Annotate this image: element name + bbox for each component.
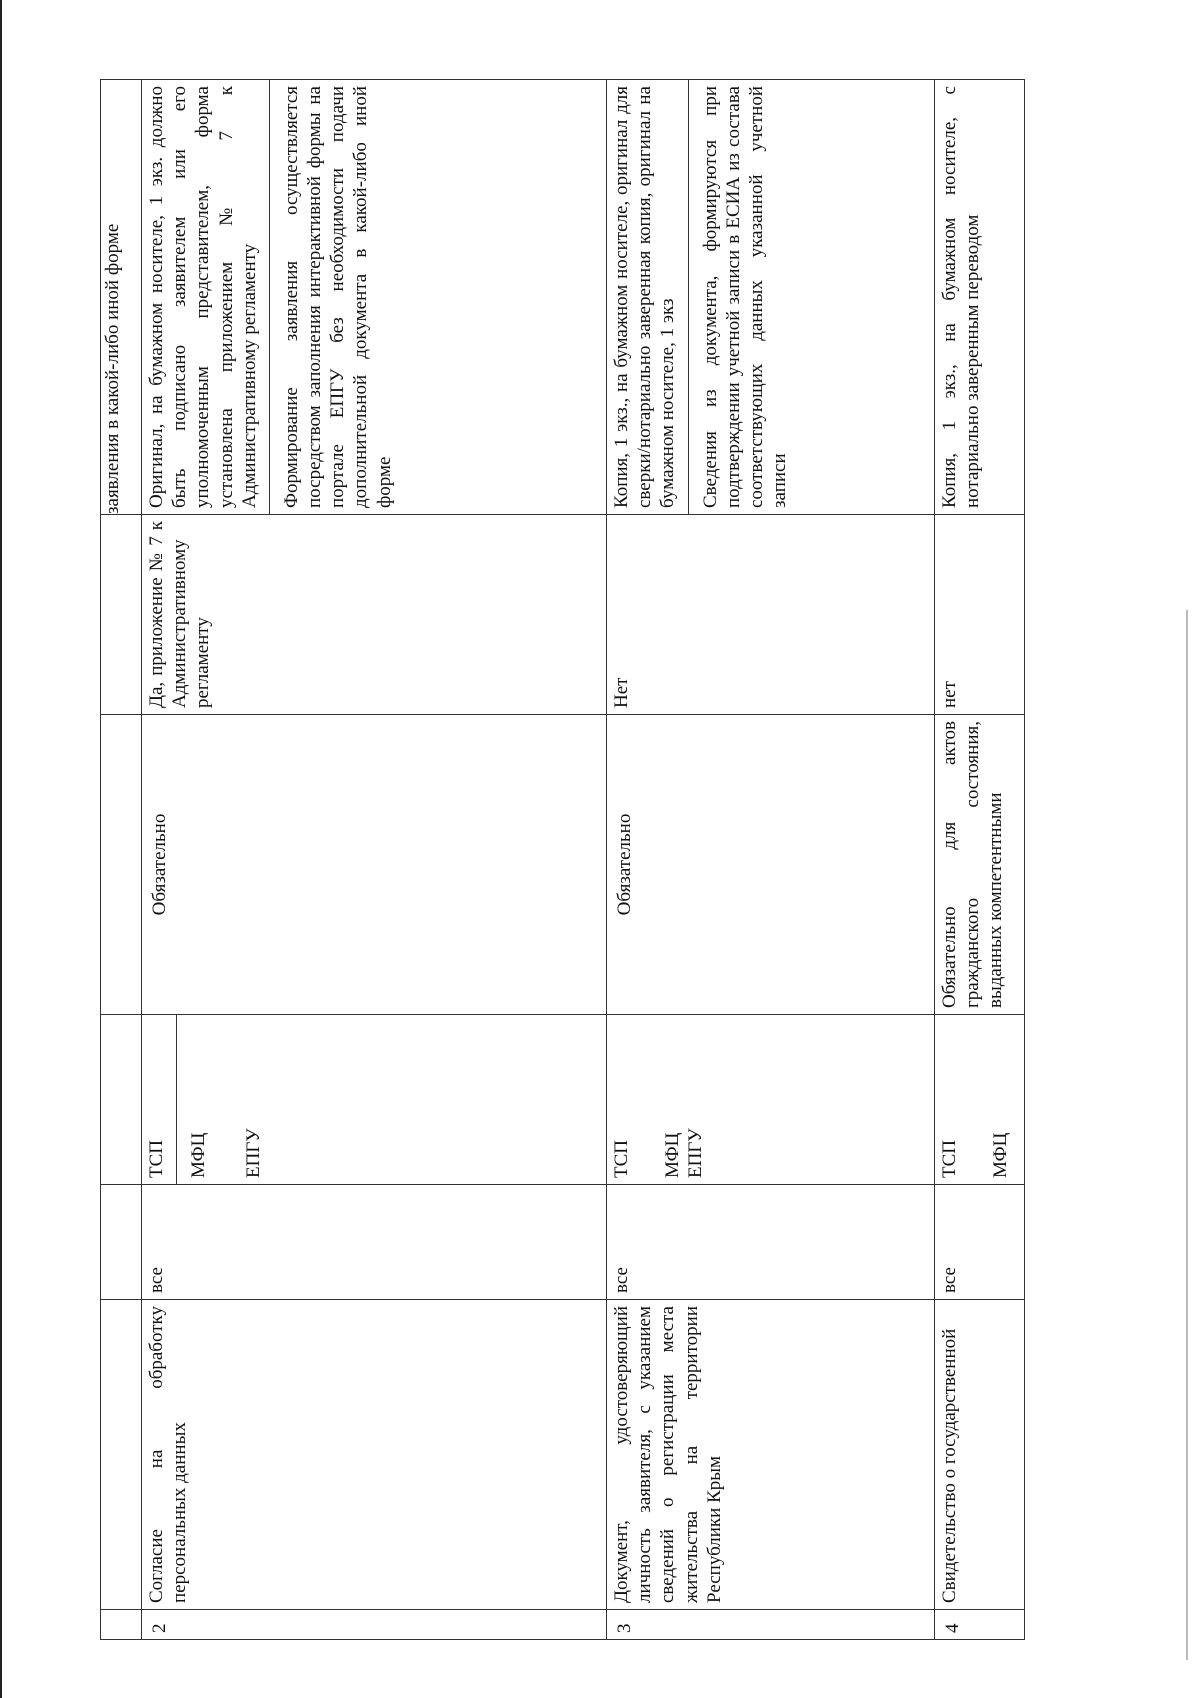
- table-row: [607, 80, 935, 1640]
- requirement-condition: Обязательно: [142, 715, 607, 1015]
- scan-right-edge: [1186, 610, 1188, 1660]
- template-reference: нет: [935, 515, 1025, 715]
- row-number: 2: [142, 1610, 607, 1640]
- applicant-category: все: [935, 1185, 1025, 1300]
- channel-mfc: МФЦ: [662, 1132, 684, 1178]
- applicant-category: все: [607, 1185, 935, 1300]
- table-row: [935, 80, 1025, 1640]
- template-reference: Да, приложение № 7 к Административному регламенту: [142, 515, 607, 715]
- applicant-category: все: [142, 1185, 607, 1300]
- submission-channels: [935, 1015, 1025, 1185]
- document-requirements: Копия, 1 экз., на бумажном носителе, с нотариально заверенным переводом: [935, 80, 1025, 515]
- channel-tsp: ТСП: [939, 1140, 960, 1178]
- requirement-paper: Оригинал, на бумажном носителе, 1 экз. должно быть подписано заявителем или его уполномоченным представителем, форма установлена приложением № 7 к Административному регламенту: [146, 86, 260, 508]
- table-row-header-tail: [101, 80, 142, 1640]
- channel-epgu: ЕПГУ: [685, 1128, 707, 1178]
- document-name: Документ, удостоверяющий личность заявителя, с указанием сведений о регистрации места жительства на территории Республики Крым: [607, 1300, 935, 1610]
- requirement-esia: Сведения из документа, формируются при подтверждении учетной записи в ЕСИА из состава соответствующих данных указанной учетной записи: [688, 80, 796, 514]
- requirement-paper: Копия, 1 экз., на бумажном носителе, оригинал для сверки/нотариально заверенная копия, оригинал на бумажном носителе, 1 экз: [611, 86, 679, 508]
- row-number: 4: [935, 1610, 1025, 1640]
- document-name: Согласие на обработку персональных данных: [142, 1300, 607, 1610]
- document-requirements: [607, 80, 935, 515]
- scan-left-edge: [0, 0, 2, 1698]
- channel-tsp: ТСП: [146, 1140, 167, 1178]
- channel-mfc: МФЦ: [990, 1132, 1012, 1178]
- table-row: [142, 80, 607, 1640]
- submission-channels: [607, 1015, 935, 1185]
- channel-mfc: МФЦ: [176, 1015, 214, 1184]
- channel-tsp: ТСП: [611, 1140, 632, 1178]
- document-requirements: [142, 80, 607, 515]
- document-name: Свидетельство о государственной: [935, 1300, 1025, 1610]
- requirement-condition: Обязательно: [607, 715, 935, 1015]
- template-reference: Нет: [607, 515, 935, 715]
- requirement-epgu: Формирование заявления осуществляется посредством заполнения интерактивной формы на портале ЕПГУ без необходимости подачи дополнительной документа в какой-либо иной форме: [269, 80, 400, 514]
- row-number: 3: [607, 1610, 935, 1640]
- documents-table: [100, 79, 1025, 1640]
- rotated-page: [100, 80, 1040, 1640]
- submission-channels: [142, 1015, 607, 1185]
- channel-epgu: ЕПГУ: [243, 1128, 265, 1178]
- header-tail-text: заявления в какой-либо иной форме: [101, 80, 142, 515]
- requirement-condition: Обязательно для актов гражданского состояния, выданных компетентными: [935, 715, 1025, 1015]
